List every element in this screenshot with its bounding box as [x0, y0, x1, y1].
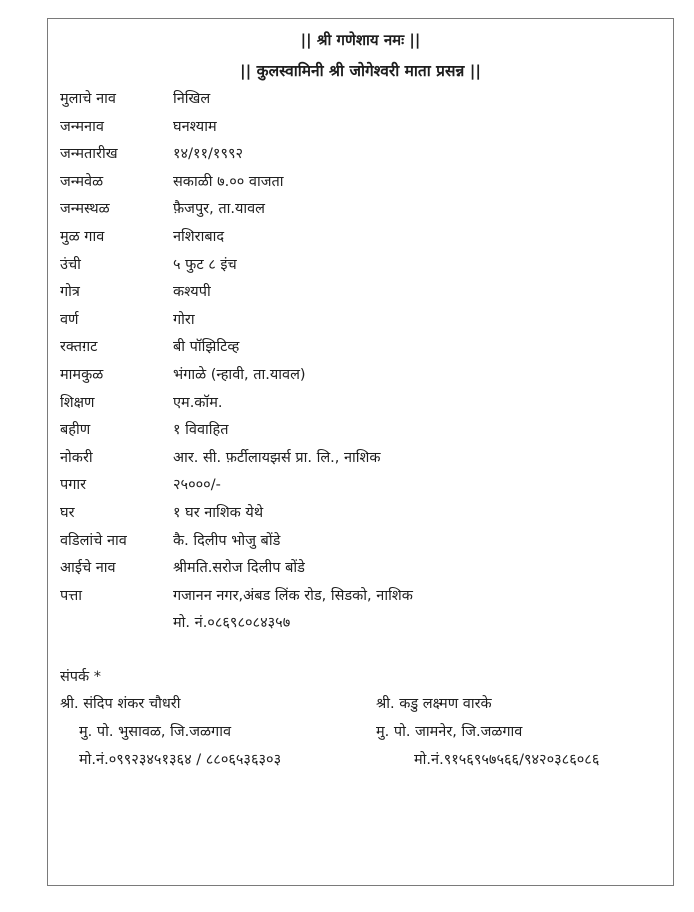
detail-value: १ घर नाशिक येथे [173, 505, 264, 521]
detail-label: वर्ण [60, 312, 79, 328]
detail-row [60, 474, 660, 498]
detail-row [60, 171, 660, 195]
detail-value: २५०००/- [173, 477, 221, 493]
invocation-heading: || श्री गणेशाय नमः || [300, 31, 421, 49]
detail-value: कै. दिलीप भोजु बोंडे [173, 533, 281, 549]
detail-row [60, 585, 660, 609]
detail-row [60, 226, 660, 250]
detail-value: आर. सी. फ़र्टीलायझर्स प्रा. लि., नाशिक [173, 450, 381, 466]
detail-row [60, 557, 660, 581]
detail-label: घर [60, 505, 75, 521]
detail-value: १ विवाहित [173, 422, 229, 438]
detail-row [60, 447, 660, 471]
detail-row [60, 419, 660, 443]
detail-value: १४/११/१९९२ [173, 146, 244, 162]
detail-label: रक्तग़ट [60, 339, 98, 355]
detail-label: जन्मनाव [60, 119, 104, 135]
detail-value: गजानन नगर,अंबड लिंक रोड, सिडको, नाशिक [173, 588, 413, 604]
detail-value: कश्यपी [173, 284, 211, 300]
contact-right-phone: मो.नं.९१५६९५७५६६/९४२०३८६०८६ [414, 752, 600, 768]
deity-heading: || कुलस्वामिनी श्री जोगेश्वरी माता प्रसन्न || [239, 62, 482, 80]
detail-row [60, 392, 660, 416]
detail-row [60, 364, 660, 388]
contact-left-address: मु. पो. भुसावळ, जि.जळगाव [79, 724, 232, 740]
detail-label: गोत्र [60, 284, 80, 300]
detail-label: आईचे नाव [60, 560, 116, 576]
detail-value: निखिल [173, 91, 211, 107]
contact-left-phone: मो.नं.०९९२३४५१३६४ / ८८०६५३६३०३ [79, 752, 282, 768]
detail-label: शिक्षण [60, 395, 95, 411]
detail-value: फ़ैजपुर, ता.यावल [173, 201, 266, 217]
detail-row [60, 198, 660, 222]
contact-right-name: श्री. कडु लक्ष्मण वारके [376, 696, 492, 712]
detail-value: घनश्याम [173, 119, 217, 135]
detail-value: गोरा [173, 312, 195, 328]
detail-value: मो. नं.०८६९८०८४३५७ [173, 615, 291, 631]
detail-row [60, 612, 660, 636]
detail-value: भंगाळे (न्हावी, ता.यावल) [173, 367, 306, 383]
detail-row [60, 281, 660, 305]
detail-row [60, 254, 660, 278]
detail-label: बहीण [60, 422, 91, 438]
contact-left-name: श्री. संदिप शंकर चौधरी [60, 696, 181, 712]
contact-right [376, 693, 666, 773]
detail-value: श्रीमति.सरोज दिलीप बोंडे [173, 560, 305, 576]
detail-row [60, 309, 660, 333]
detail-label: मुळ गाव [60, 229, 105, 245]
contact-title: संपर्क * [60, 669, 102, 685]
contact-left [60, 693, 360, 773]
detail-label: मुलाचे नाव [60, 91, 116, 107]
detail-row [60, 336, 660, 360]
detail-label: पगार [60, 477, 87, 493]
detail-label: उंची [60, 257, 81, 273]
detail-value: बी पॉझिटिव्ह [173, 339, 240, 355]
detail-label: मामकुळ [60, 367, 104, 383]
detail-value: ५ फुट ८ इंच [173, 257, 237, 273]
detail-label: पत्ता [60, 588, 83, 604]
detail-row [60, 502, 660, 526]
detail-label: वडिलांचे नाव [60, 533, 127, 549]
contact-right-address: मु. पो. जामनेर, जि.जळगाव [376, 724, 523, 740]
detail-label: जन्मवेळ [60, 174, 104, 190]
detail-row [60, 116, 660, 140]
detail-value: नशिराबाद [173, 229, 225, 245]
detail-value: सकाळी ७.०० वाजता [173, 174, 284, 190]
detail-label: जन्मतारीख [60, 146, 118, 162]
detail-row [60, 143, 660, 167]
detail-label: नोकरी [60, 450, 93, 466]
detail-row [60, 88, 660, 112]
detail-row [60, 530, 660, 554]
detail-value: एम.कॉम. [173, 395, 223, 411]
detail-label: जन्मस्थळ [60, 201, 110, 217]
